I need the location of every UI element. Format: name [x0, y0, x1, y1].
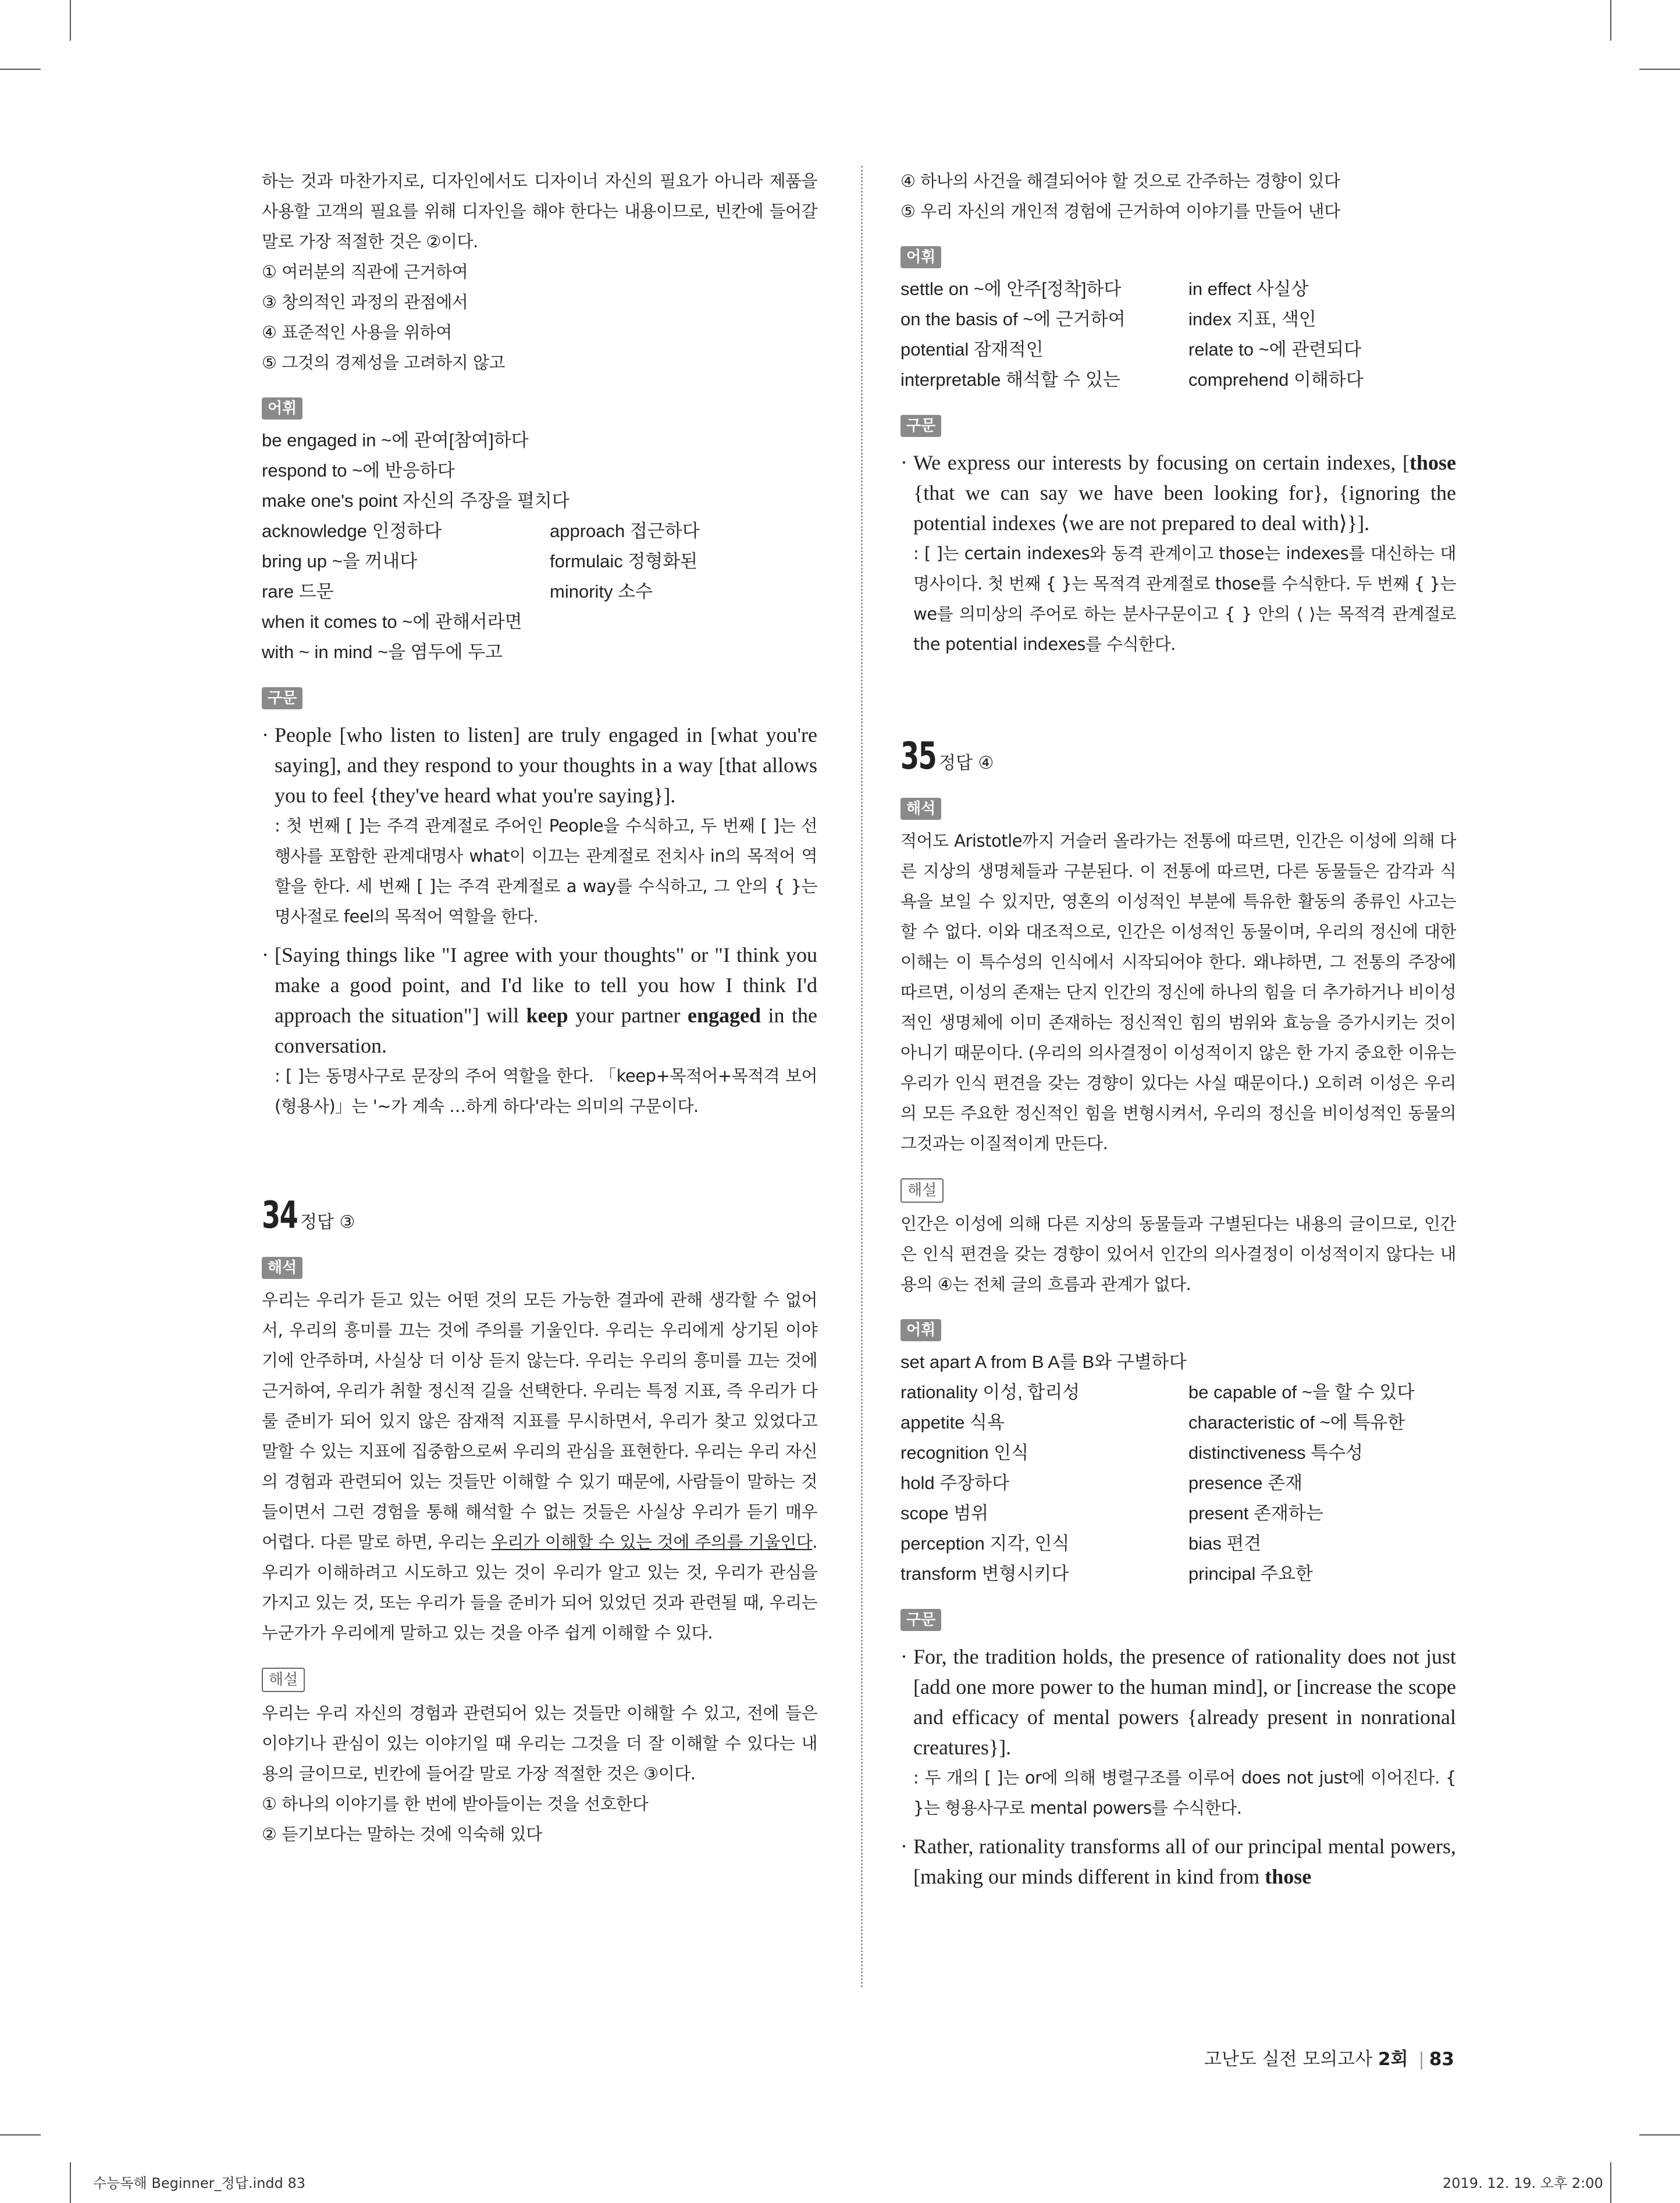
text-part: in the conversation. — [275, 1004, 817, 1057]
vocab-item: make one's point 자신의 주장을 펼치다 — [262, 491, 570, 511]
vocab-item: approach 접근하다 — [550, 521, 700, 541]
text-part: your partner — [568, 1004, 688, 1027]
vocab-item: interpretable 해석할 수 있는 — [900, 369, 1120, 390]
vocab-item: on the basis of ~에 근거하여 — [900, 309, 1126, 329]
vocab-item: acknowledge 인정하다 — [262, 521, 442, 541]
crop-mark — [0, 2134, 41, 2136]
syntax-sentence — [900, 1831, 1456, 1892]
vocab-item: bring up ~을 꺼내다 — [262, 551, 418, 571]
question-34-header — [262, 1194, 817, 1237]
option: ⑤ 그것의 경제성을 고려하지 않고 — [262, 353, 506, 372]
underlined-answer: 우리가 이해할 수 있는 것에 주의를 기울인다 — [491, 1532, 813, 1552]
vocab-row — [900, 1529, 1456, 1559]
print-slug-date: 2019. 12. 19. 오후 2:00 — [1443, 2175, 1603, 2191]
vocab-item: in effect 사실상 — [1188, 279, 1309, 299]
question-number: 34 — [262, 1194, 298, 1237]
vocab-item: when it comes to ~에 관해서라면 — [262, 612, 522, 632]
text-part: 우리는 우리가 듣고 있는 어떤 것의 모든 가능한 결과에 관해 생각할 수 없어서, 우리의 흥미를 끄는 것에 주의를 기울인다. 우리는 우리에게 상기된 이야기에 안주하며, 사실상 더 이상 듣지 않는다. 우리는 우리의 흥미를 끄는 것에 근거하여, 우리가 취할 정신적 길을 선택한다. 우리는 특정 지표, 즉 우리가 다룰 준비가 되어 있지 않은 잠재적 지표를 무시하면서, 우리가 찾고 있었다고 말할 수 있는 지표에 집중함으로써 우리의 관심을 표현한다. 우리는 우리 자신의 경험과 관련되어 있는 것들만 이해할 수 있기 때문에, 사람들이 말하는 것들이면서 그런 경험을 통해 해석할 수 없는 것들은 사실상 우리가 듣기 매우 어렵다. 다른 말로 하면, 우리는 — [262, 1290, 817, 1552]
syntax-sentence — [262, 940, 817, 1061]
vocab-row — [900, 1408, 1456, 1438]
option: ① 여러분의 직관에 근거하여 — [262, 262, 468, 282]
q33-option-list — [262, 257, 817, 378]
page-footer — [1204, 2044, 1454, 2070]
vocab-item: formulaic 정형화된 — [550, 551, 698, 571]
answer-label: 정답 ③ — [300, 1212, 355, 1232]
vocab-row — [262, 577, 817, 607]
vocab-badge: 어휘 — [262, 397, 302, 420]
footer-title: 고난도 실전 모의고사 — [1204, 2049, 1379, 2070]
vocab-item: respond to ~에 반응하다 — [262, 460, 455, 481]
syntax-sentence: · For, the tradition holds, the presence of rationality does not just [add one more power to the human mind], or [increase the scope and efficacy of mental powers {already present in nonrational creatures}]. — [900, 1641, 1456, 1763]
vocab-row — [900, 304, 1456, 335]
option: ② 듣기보다는 말하는 것에 익숙해 있다 — [262, 1824, 542, 1844]
vocab-item: principal 주요한 — [1188, 1564, 1313, 1584]
syntax-note: : [ ]는 동명사구로 문장의 주어 역할을 한다. 「keep+목적어+목적격 보어(형용사)」는 '~가 계속 …하게 하다'라는 의미의 구문이다. — [275, 1066, 817, 1116]
option: ③ 창의적인 과정의 관점에서 — [262, 292, 468, 312]
crop-mark — [1639, 69, 1680, 70]
vocab-row — [262, 546, 817, 577]
vocab-item: presence 존재 — [1188, 1473, 1303, 1493]
text-part: {that we can say we have been looking for}, {ignoring the potential indexes ⟨we are not prepared to deal with⟩}]. — [913, 481, 1456, 535]
vocab-row — [262, 516, 817, 546]
vocab-item: index 지표, 색인 — [1188, 309, 1316, 329]
vocab-row — [900, 1559, 1456, 1589]
crop-mark — [0, 69, 41, 70]
vocab-list — [900, 274, 1456, 395]
bold-word: keep — [526, 1004, 568, 1027]
right-column — [900, 166, 1456, 1892]
explanation-badge: 해설 — [900, 1178, 944, 1203]
option: ④ 표준적인 사용을 위하여 — [262, 322, 452, 342]
syntax-note: : [ ]는 certain indexes와 동격 관계이고 those는 indexes를 대신하는 대명사이다. 첫 번째 { }는 목적격 관계절로 those를 수식한다. 두 번째 { }는 we를 의미상의 주어로 하는 분사구문이고 { } 안의 ⟨ ⟩는 목적격 관계절로 the potential indexes를 수식한다. — [913, 543, 1456, 654]
vocab-badge: 어휘 — [900, 1319, 941, 1341]
vocab-item: recognition 인식 — [900, 1442, 1029, 1463]
option: ④ 하나의 사건을 해결되어야 할 것으로 간주하는 경향이 있다 — [900, 171, 1340, 191]
syntax-sentence — [900, 447, 1456, 538]
vocab-item: present 존재하는 — [1188, 1503, 1323, 1523]
vocab-row — [900, 1498, 1456, 1529]
syntax-badge: 구문 — [900, 415, 941, 437]
vocab-item: distinctiveness 특수성 — [1188, 1442, 1364, 1463]
print-slug-file: 수능독해 Beginner_정답.indd 83 — [93, 2175, 306, 2191]
option: ① 하나의 이야기를 한 번에 받아들이는 것을 선호한다 — [262, 1794, 649, 1814]
text-part: Rather, rationality transforms all of our principal mental powers, [making our minds different in kind from — [913, 1835, 1456, 1888]
syntax-note: : 첫 번째 [ ]는 주격 관계절로 주어인 People을 수식하고, 두 번째 [ ]는 선행사를 포함한 관계대명사 what이 이끄는 관계절로 전치사 in의 목적어 역할을 한다. 세 번째 [ ]는 주격 관계절로 a way를 수식하고, 그 안의 { }는 명사절로 feel의 목적어 역할을 한다. — [275, 816, 817, 926]
vocab-item: perception 지각, 인식 — [900, 1533, 1070, 1554]
footer-round: 2회 — [1378, 2049, 1408, 2070]
vocab-item: be capable of ~을 할 수 있다 — [1188, 1382, 1415, 1402]
q33-explanation-end: 하는 것과 마찬가지로, 디자인에서도 디자이너 자신의 필요가 아니라 제품을 사용할 고객의 필요를 위해 디자인을 해야 한다는 내용이므로, 빈칸에 들어갈 말로 가장 적절한 것은 ②이다. — [262, 171, 817, 251]
vocab-item: characteristic of ~에 특유한 — [1188, 1412, 1405, 1433]
text-part: . 우리가 이해하려고 시도하고 있는 것이 우리가 알고 있는 것, 우리가 관심을 가지고 있는 것, 또는 우리가 들을 준비가 되어 있었던 것과 관련될 때, 우리는 누군가가 우리에게 말하고 있는 것을 아주 쉽게 이해할 수 있다. — [262, 1532, 818, 1643]
vocab-item: hold 주장하다 — [900, 1473, 1010, 1493]
crop-mark — [70, 0, 71, 41]
bold-word: those — [1410, 451, 1456, 474]
vocab-row — [900, 1468, 1456, 1498]
translation-badge: 해석 — [900, 798, 941, 820]
vocab-item: bias 편견 — [1188, 1533, 1262, 1554]
translation-text — [262, 1285, 817, 1648]
syntax-badge: 구문 — [262, 687, 302, 709]
page-number: 83 — [1429, 2049, 1454, 2070]
vocab-item: appetite 식욕 — [900, 1412, 1005, 1433]
vocab-badge: 어휘 — [900, 246, 941, 268]
vocab-item: be engaged in ~에 관여[참여]하다 — [262, 430, 529, 450]
vocab-item: scope 범위 — [900, 1503, 989, 1523]
option: ⑤ 우리 자신의 개인적 경험에 근거하여 이야기를 만들어 낸다 — [900, 201, 1340, 221]
crop-mark — [1610, 2162, 1611, 2203]
syntax-badge: 구문 — [900, 1609, 941, 1631]
vocab-item: transform 변형시키다 — [900, 1564, 1069, 1584]
vocab-row — [900, 1377, 1456, 1408]
crop-mark — [1639, 2134, 1680, 2136]
vocab-list — [900, 1347, 1456, 1589]
bold-word: those — [1265, 1865, 1312, 1888]
explanation-badge: 해설 — [262, 1668, 305, 1692]
question-35-header — [900, 735, 1456, 778]
explanation-text: 인간은 이성에 의해 다른 지상의 동물들과 구별된다는 내용의 글이므로, 인간은 인식 편견을 갖는 경향이 있어서 인간의 의사결정이 이성적이지 않다는 내용의 ④는 전체 글의 흐름과 관계가 없다. — [900, 1214, 1456, 1294]
vocab-item: settle on ~에 안주[정착]하다 — [900, 279, 1122, 299]
question-number: 35 — [900, 735, 937, 778]
answer-label: 정답 ④ — [939, 753, 994, 773]
vocab-row — [900, 1438, 1456, 1468]
translation-badge: 해석 — [262, 1257, 302, 1279]
vocab-item: potential 잠재적인 — [900, 339, 1044, 360]
vocab-row — [900, 365, 1456, 395]
vocab-item: minority 소수 — [550, 581, 653, 602]
vocab-row — [900, 274, 1456, 304]
syntax-note: : 두 개의 [ ]는 or에 의해 병렬구조를 이루어 does not just에 이어진다. { }는 형용사구로 mental powers를 수식한다. — [913, 1768, 1456, 1818]
crop-mark — [70, 2162, 71, 2203]
vocab-item: set apart A from B A를 B와 구별하다 — [900, 1352, 1187, 1372]
column-divider — [861, 166, 863, 1987]
vocab-list — [262, 425, 817, 667]
vocab-row — [900, 335, 1456, 365]
left-column — [262, 166, 817, 1849]
explanation-text: 우리는 우리 자신의 경험과 관련되어 있는 것들만 이해할 수 있고, 전에 들은 이야기나 관심이 있는 이야기일 때 우리는 그것을 더 잘 이해할 수 있다는 내용의 글이므로, 빈칸에 들어갈 말로 가장 적절한 것은 ③이다. — [262, 1703, 817, 1783]
syntax-sentence: · People [who listen to listen] are truly engaged in [what you're saying], and they respond to your thoughts in a way [that allows you to feel {they've heard what you're saying}]. — [262, 720, 817, 811]
crop-mark — [1610, 0, 1611, 41]
vocab-item: rationality 이성, 합리성 — [900, 1382, 1080, 1402]
bold-word: engaged — [688, 1004, 761, 1027]
vocab-item: rare 드문 — [262, 581, 334, 602]
vocab-item: relate to ~에 관련되다 — [1188, 339, 1362, 360]
footer-separator: | — [1418, 2049, 1425, 2070]
text-part: [Saying things like "I agree with your thoughts" or "I think you make a good point, and I'd like to tell you how I think I'd approach the situation"] will — [275, 943, 817, 1027]
vocab-item: comprehend 이해하다 — [1188, 369, 1364, 390]
vocab-item: with ~ in mind ~을 염두에 두고 — [262, 642, 503, 662]
translation-text: 적어도 Aristotle까지 거슬러 올라가는 전통에 따르면, 인간은 이성에 의해 다른 지상의 생명체들과 구분된다. 이 전통에 따르면, 다른 동물들은 감각과 식욕을 보일 수 있지만, 영혼의 이성적인 부분에 특유한 활동의 종류인 사고는 할 수 없다. 이와 대조적으로, 인간은 이성적인 동물이며, 우리의 정신에 대한 이해는 이 특수성의 인식에서 시작되어야 한다. 왜냐하면, 그 전통의 주장에 따르면, 이성의 존재는 단지 인간의 정신에 하나의 힘을 더 추가하거나 비이성적인 생명체에 이미 존재하는 정신적인 힘의 범위와 효능을 증가시키는 것이 아니기 때문이다. (우리의 의사결정이 이성적이지 않은 한 가지 중요한 이유는 우리가 인식 편견을 갖는 경향이 있다는 사실 때문이다.) 오히려 이성은 우리의 모든 주요한 정신적인 힘을 변형시켜서, 우리의 정신을 비이성적인 동물의 그것과는 이질적이게 만든다. — [900, 831, 1456, 1153]
text-part: We express our interests by focusing on certain indexes, [ — [913, 451, 1410, 474]
